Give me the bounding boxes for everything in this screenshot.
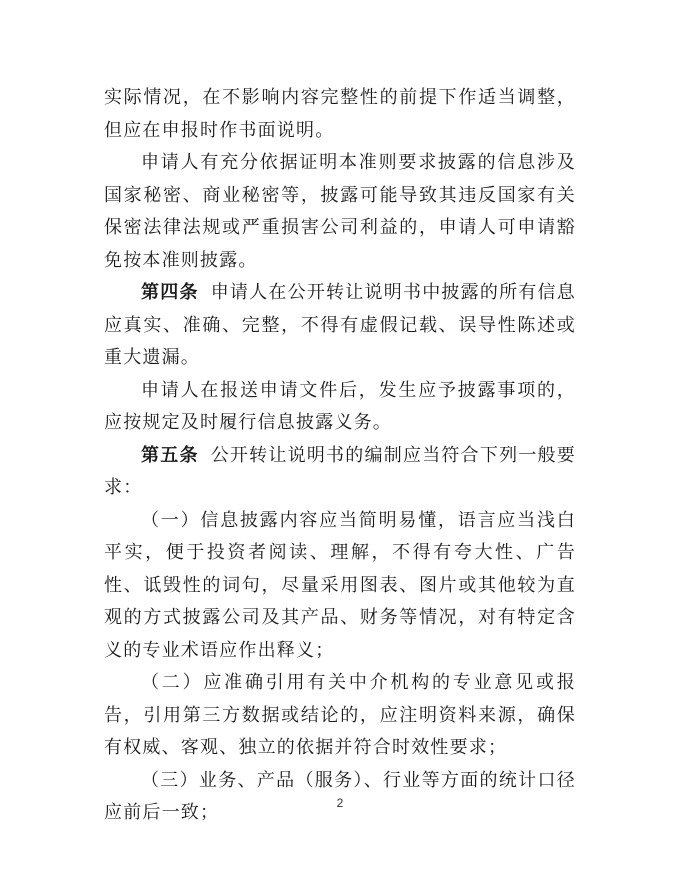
page-number: 2 [336, 796, 344, 810]
paragraph-confidentiality-exemption: 申请人有充分依据证明本准则要求披露的信息涉及国家秘密、商业秘密等，披露可能导致其违反国家有关保密法律法规或严重损害公司利益的，申请人可申请豁免按本准则披露。 [104, 152, 576, 271]
paragraph-disclosure-obligation: 申请人在报送申请文件后，发生应予披露事项的，应按规定及时履行信息披露义务。 [104, 379, 576, 433]
article-4-number: 第四条 [141, 282, 199, 303]
article-5 [104, 440, 576, 505]
requirement-item-2: （二）应准确引用有关中介机构的专业意见或报告，引用第三方数据或结论的，应注明资料来源，确保有权威、客观、独立的依据并符合时效性要求； [104, 672, 576, 758]
article-4-text: 申请人在公开转让说明书中披露的所有信息应真实、准确、完整，不得有虚假记载、误导性陈述或重大遗漏。 [104, 282, 576, 368]
article-5-text: 公开转让说明书的编制应当符合下列一般要求： [104, 444, 576, 498]
paragraph-continuation: 实际情况，在不影响内容完整性的前提下作适当调整，但应在申报时作书面说明。 [104, 87, 576, 141]
requirement-item-1: （一）信息披露内容应当简明易懂，语言应当浅白平实，便于投资者阅读、理解，不得有夸大性、广告性、诋毁性的词句，尽量采用图表、图片或其他较为直观的方式披露公司及其产品、财务等情况，对有特定含义的专业术语应作出释义； [104, 509, 576, 661]
document-body [104, 82, 576, 830]
requirement-item-3: （三）业务、产品（服务）、行业等方面的统计口径应前后一致； [104, 769, 576, 823]
article-4 [104, 277, 576, 375]
article-5-number: 第五条 [141, 444, 199, 466]
